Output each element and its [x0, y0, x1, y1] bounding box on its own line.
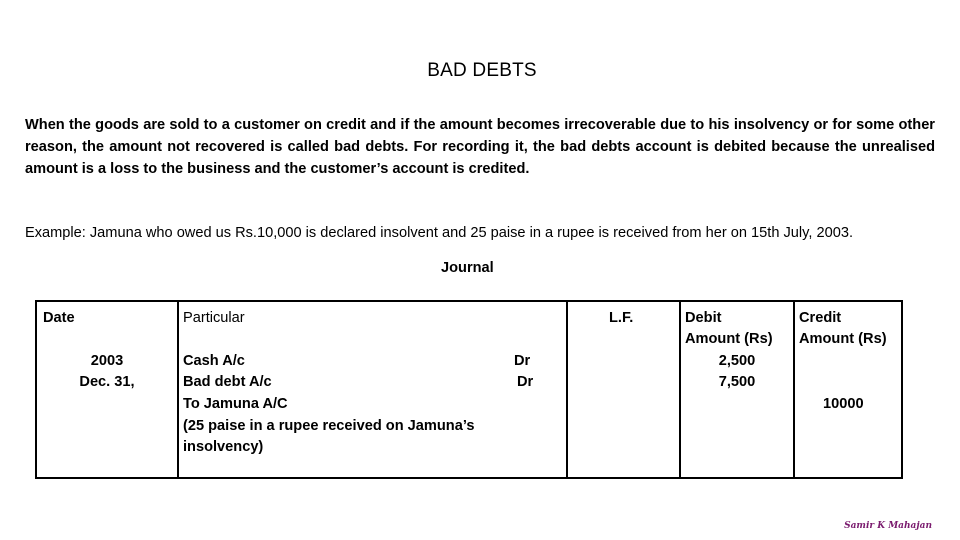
dr-mark: Dr	[517, 374, 534, 390]
header-credit-line1: Credit	[799, 310, 842, 326]
entry-date: Dec. 31,	[79, 374, 135, 390]
header-date: Date	[43, 310, 75, 326]
entry-year: 2003	[90, 353, 124, 369]
particular-line: Bad debt A/c	[183, 374, 272, 390]
particular-line: insolvency)	[183, 439, 264, 455]
definition-paragraph: When the goods are sold to a customer on credit and if the amount becomes irrecoverable due to his insolvency or for some other reason, the amount not recovered is called bad debts. For recording it, the bad debts account is debited because the unrealised amount is a loss to the business and the customer’s account is credited.	[25, 117, 935, 177]
footer-brand: Samir K Mahajan	[844, 521, 932, 531]
column-divider	[177, 302, 179, 477]
credit-amount: 10000	[823, 396, 864, 412]
particular-line: To Jamuna A/C	[183, 396, 288, 412]
header-particular: Particular	[183, 310, 245, 326]
header-debit-line1: Debit	[685, 310, 722, 326]
journal-label: Journal	[441, 260, 494, 276]
particular-line: (25 paise in a rupee received on Jamuna’s	[183, 418, 475, 434]
page-title: BAD DEBTS	[427, 60, 537, 81]
header-credit-line2: Amount (Rs)	[799, 331, 887, 347]
example-text: Example: Jamuna who owed us Rs.10,000 is declared insolvent and 25 paise in a rupee is received from her on 15th July, 2003.	[25, 225, 854, 241]
column-divider	[793, 302, 795, 477]
journal-table	[35, 300, 903, 479]
particular-line: Cash A/c	[183, 353, 245, 369]
debit-amount: 7,500	[718, 374, 756, 390]
debit-amount: 2,500	[718, 353, 756, 369]
column-divider	[566, 302, 568, 477]
dr-mark: Dr	[514, 353, 531, 369]
header-lf: L.F.	[609, 310, 634, 326]
header-debit-line2: Amount (Rs)	[685, 331, 773, 347]
